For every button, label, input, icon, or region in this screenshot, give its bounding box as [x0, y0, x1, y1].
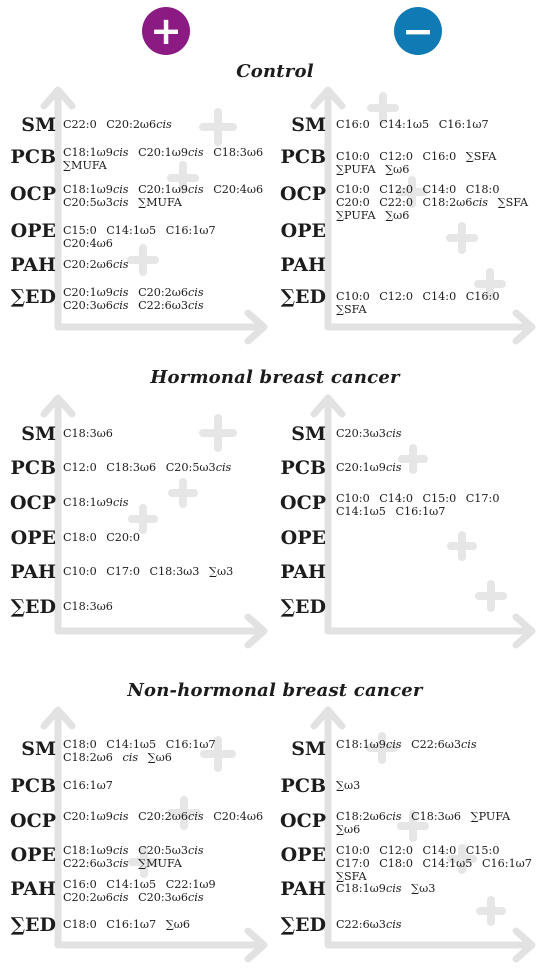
- positive-items: [63, 600, 273, 613]
- lipid-item: C20:1ω9cis: [138, 183, 204, 196]
- lipid-item: ∑ω6: [165, 918, 190, 931]
- lipid-item: C16:1ω7: [106, 918, 157, 931]
- row-label-pah: PAH: [280, 878, 326, 900]
- row-label-ocp: OCP: [10, 492, 56, 514]
- negative-items: [336, 918, 541, 931]
- row-label-sum-ed: ∑ED: [280, 914, 326, 936]
- row-label-pah: PAH: [280, 561, 326, 583]
- positive-items: [63, 878, 273, 904]
- lipid-item: C17:0: [336, 857, 370, 870]
- positive-items: [63, 779, 273, 792]
- lipid-item: C16:1ω7: [482, 857, 532, 870]
- lipid-item: C14:1ω5: [106, 224, 157, 237]
- row-label-ope: OPE: [10, 220, 56, 242]
- lipid-item: ∑MUFA: [63, 159, 107, 172]
- lipid-item: ∑PUFA: [336, 209, 376, 222]
- negative-items: [336, 882, 541, 895]
- positive-items: [63, 531, 273, 544]
- row-label-pah: PAH: [10, 878, 56, 900]
- lipid-item: ∑SFA: [465, 150, 497, 163]
- lipid-item: C18:0: [379, 857, 413, 870]
- lipid-item: C22:0: [379, 196, 413, 209]
- lipid-item: C12:0: [379, 844, 413, 857]
- positive-items: [63, 810, 273, 823]
- lipid-item: C14:0: [379, 492, 413, 505]
- lipid-item: C17:0: [106, 565, 140, 578]
- row-label-sm: SM: [21, 114, 56, 136]
- lipid-item: C16:1ω7: [165, 738, 216, 751]
- lipid-item: C18:1ω9cis: [63, 496, 129, 509]
- lipid-item: ∑ω6: [385, 163, 410, 176]
- lipid-item: ∑MUFA: [138, 857, 182, 870]
- lipid-item: C16:0: [422, 150, 457, 163]
- row-label-sum-ed: ∑ED: [10, 286, 56, 308]
- positive-items: [63, 183, 273, 209]
- row-label-sum-ed: ∑ED: [280, 596, 326, 618]
- lipid-item: C20:1ω9cis: [336, 461, 402, 474]
- negative-items: [336, 461, 541, 474]
- positive-items: [63, 427, 273, 440]
- lipid-item: C22:6ω3cis: [336, 918, 402, 931]
- row-label-ope: OPE: [10, 844, 56, 866]
- lipid-item: C16:0: [336, 118, 370, 131]
- row-label-sm: SM: [291, 738, 326, 760]
- lipid-item: C18:3ω6: [213, 146, 264, 159]
- lipid-item: C18:0: [63, 738, 97, 751]
- lipid-item: C18:3ω6: [106, 461, 157, 474]
- lipid-item: C20:2ω6cis: [138, 810, 204, 823]
- positive-items: [63, 565, 273, 578]
- row-label-pcb: PCB: [280, 457, 326, 479]
- positive-items: [63, 146, 273, 172]
- row-label-ope: OPE: [280, 527, 326, 549]
- lipid-item: ∑MUFA: [138, 196, 182, 209]
- lipid-item: ∑ω3: [209, 565, 234, 578]
- row-label-pcb: PCB: [10, 457, 56, 479]
- lipid-item: C20:2ω6cis: [63, 891, 129, 904]
- lipid-item: C15:0: [63, 224, 97, 237]
- lipid-item: C18:2ω6cis: [336, 810, 402, 823]
- negative-items: [336, 118, 541, 131]
- lipid-item: C18:3ω6: [63, 427, 113, 440]
- negative-items: [336, 150, 541, 176]
- positive-items: [63, 258, 273, 271]
- row-label-pcb: PCB: [10, 775, 56, 797]
- row-label-ocp: OCP: [280, 492, 326, 514]
- lipid-item: C22:6ω3cis: [138, 299, 204, 312]
- lipid-item: C20:1ω9cis: [138, 146, 204, 159]
- lipid-item: C18:3ω6: [411, 810, 462, 823]
- lipid-item: ∑SFA: [336, 870, 367, 883]
- section-title-control: Control: [236, 61, 314, 82]
- lipid-item: ∑PUFA: [470, 810, 511, 823]
- lipid-item: ∑ω6: [385, 209, 410, 222]
- lipid-item: ∑ω6: [147, 751, 172, 764]
- row-label-pcb: PCB: [10, 146, 56, 168]
- lipid-item: C10:0: [63, 565, 97, 578]
- lipid-item: C16:0: [465, 290, 500, 303]
- lipid-item: C12:0: [379, 183, 413, 196]
- lipid-item: C20:5ω3cis: [165, 461, 232, 474]
- negative-items: [336, 492, 541, 518]
- lipid-item: C20:2ω6cis: [63, 258, 129, 271]
- lipid-item: C20:5ω3cis: [138, 844, 204, 857]
- lipid-item: C18:0: [63, 531, 97, 544]
- lipid-item: C10:0: [336, 290, 370, 303]
- row-label-sm: SM: [21, 738, 56, 760]
- lipid-item: C10:0: [336, 183, 370, 196]
- lipid-item: C20:3ω6cis: [63, 299, 129, 312]
- lipid-item: C15:0: [422, 492, 457, 505]
- positive-items: [63, 496, 273, 509]
- positive-items: [63, 844, 273, 870]
- negative-items: [336, 290, 541, 316]
- lipid-item: C17:0: [465, 492, 500, 505]
- lipid-item: C16:0: [63, 878, 97, 891]
- lipid-item: C14:1ω5: [106, 738, 157, 751]
- lipid-item: C10:0: [336, 492, 370, 505]
- lipid-item: ∑ω3: [411, 882, 436, 895]
- lipid-item: C20:4ω6: [213, 810, 264, 823]
- row-label-sum-ed: ∑ED: [10, 914, 56, 936]
- lipid-item: C10:0: [336, 150, 370, 163]
- lipid-item: C14:0: [422, 290, 457, 303]
- row-label-ope: OPE: [280, 844, 326, 866]
- lipid-item: cis: [122, 751, 139, 764]
- row-label-ope: OPE: [280, 220, 326, 242]
- row-label-ocp: OCP: [280, 183, 326, 205]
- negative-correlation-icon: −: [394, 7, 442, 55]
- row-label-pah: PAH: [10, 561, 56, 583]
- lipid-item: C20:4ω6: [63, 237, 113, 250]
- lipid-item: C20:3ω6cis: [138, 891, 204, 904]
- positive-correlation-icon: +: [142, 7, 190, 55]
- lipid-item: ∑SFA: [497, 196, 529, 209]
- lipid-item: C16:1ω7: [438, 118, 489, 131]
- lipid-item: ∑ω3: [336, 779, 361, 792]
- lipid-item: C18:1ω9cis: [63, 146, 129, 159]
- lipid-item: C15:0: [465, 844, 500, 857]
- row-label-pcb: PCB: [280, 775, 326, 797]
- lipid-item: C20:0: [106, 531, 140, 544]
- lipid-item: C18:0: [465, 183, 500, 196]
- lipid-item: C20:5ω3cis: [63, 196, 129, 209]
- lipid-item: C22:6ω3cis: [411, 738, 477, 751]
- lipid-item: C18:1ω9cis: [336, 882, 402, 895]
- positive-items: [63, 224, 273, 250]
- positive-items: [63, 918, 273, 931]
- lipid-item: C14:0: [422, 183, 457, 196]
- lipid-item: C20:0: [336, 196, 370, 209]
- lipid-item: C18:3ω6: [63, 600, 113, 613]
- lipid-item: C14:1ω5: [106, 878, 157, 891]
- section-title-non-hormonal: Non-hormonal breast cancer: [127, 680, 423, 701]
- row-label-sum-ed: ∑ED: [280, 286, 326, 308]
- lipid-item: C20:1ω9cis: [63, 810, 129, 823]
- lipid-item: C18:1ω9cis: [63, 844, 129, 857]
- lipid-item: C18:3ω3: [149, 565, 200, 578]
- positive-items: [63, 286, 273, 312]
- positive-items: [63, 461, 273, 474]
- lipid-item: C18:2ω6: [63, 751, 113, 764]
- row-label-pah: PAH: [280, 254, 326, 276]
- lipid-item: C12:0: [63, 461, 97, 474]
- positive-items: [63, 738, 273, 764]
- lipid-item: C16:1ω7: [395, 505, 446, 518]
- row-label-ocp: OCP: [10, 810, 56, 832]
- lipid-item: C22:6ω3cis: [63, 857, 129, 870]
- lipid-item: C18:2ω6cis: [422, 196, 489, 209]
- lipid-item: C14:1ω5: [379, 118, 430, 131]
- row-label-ocp: OCP: [280, 810, 326, 832]
- lipid-item: C10:0: [336, 844, 370, 857]
- lipid-item: C14:1ω5: [336, 505, 386, 518]
- row-label-sm: SM: [21, 423, 56, 445]
- lipid-item: C20:2ω6cis: [106, 118, 172, 131]
- lipid-item: C12:0: [379, 150, 413, 163]
- lipid-item: C16:1ω7: [63, 779, 113, 792]
- lipid-item: C14:1ω5: [422, 857, 473, 870]
- positive-items: [63, 118, 273, 131]
- lipid-item: C20:1ω9cis: [63, 286, 129, 299]
- lipid-item: C20:4ω6: [213, 183, 264, 196]
- row-label-sm: SM: [291, 114, 326, 136]
- lipid-item: ∑PUFA: [336, 163, 376, 176]
- row-label-sm: SM: [291, 423, 326, 445]
- lipid-item: C18:0: [63, 918, 97, 931]
- negative-items: [336, 844, 541, 883]
- negative-items: [336, 810, 541, 836]
- row-label-pah: PAH: [10, 254, 56, 276]
- negative-items: [336, 779, 541, 792]
- row-label-ope: OPE: [10, 527, 56, 549]
- lipid-item: ∑ω6: [336, 823, 361, 836]
- lipid-item: C18:1ω9cis: [336, 738, 402, 751]
- lipid-item: C14:0: [422, 844, 457, 857]
- negative-items: [336, 738, 541, 751]
- row-label-ocp: OCP: [10, 183, 56, 205]
- row-label-sum-ed: ∑ED: [10, 596, 56, 618]
- lipid-item: C20:3ω3cis: [336, 427, 402, 440]
- lipid-item: C12:0: [379, 290, 413, 303]
- row-label-pcb: PCB: [280, 146, 326, 168]
- lipid-item: C18:1ω9cis: [63, 183, 129, 196]
- lipid-item: ∑SFA: [336, 303, 367, 316]
- negative-items: [336, 427, 541, 440]
- section-title-hormonal: Hormonal breast cancer: [150, 367, 400, 388]
- lipid-item: C20:2ω6cis: [138, 286, 204, 299]
- lipid-item: C22:1ω9: [165, 878, 216, 891]
- lipid-item: C22:0: [63, 118, 97, 131]
- negative-items: [336, 183, 541, 222]
- lipid-item: C16:1ω7: [165, 224, 216, 237]
